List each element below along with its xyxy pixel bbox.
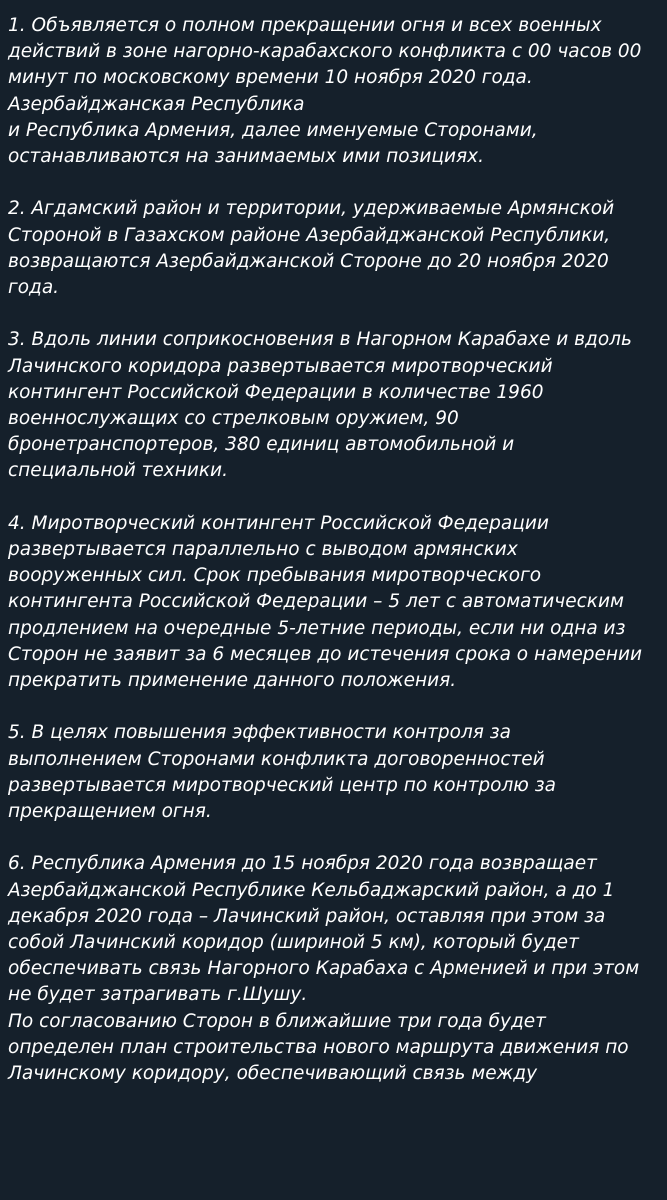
text-line: Лачинскому коридору, обеспечивающий связь между [8,1063,538,1085]
text-line: собой Лачинский коридор (шириной 5 км), который будет [8,932,579,954]
text-line: вооруженных сил. Срок пребывания миротворческого [8,565,542,587]
paragraph-2 [8,196,664,301]
text-line: Азербайджанской Республике Кельбаджарский район, а до 1 [8,879,615,901]
text-line: декабря 2020 года – Лачинский район, оставляя при этом за [8,905,606,927]
text-line: определен план строительства нового маршрута движения по [8,1036,629,1058]
text-line: Азербайджанская Республика [8,93,305,115]
text-line: и Республика Армения, далее именуемые Сторонами, [8,119,538,141]
text-line: По согласованию Сторон в ближайшие три года будет [8,1010,546,1032]
document-text [8,13,664,1113]
text-line: продлением на очередные 5-летние периоды, если ни одна из [8,617,626,639]
text-line: 4. Миротворческий контингент Российской Федерации [8,512,549,534]
text-line: останавливаются на занимаемых ими позициях. [8,146,484,168]
paragraph-3 [8,327,664,484]
text-line: Лачинского коридора развертывается миротворческий [8,355,553,377]
paragraph-5 [8,720,664,825]
text-line: 2. Агдамский район и территории, удерживаемые Армянской [8,198,615,220]
text-line: обеспечивать связь Нагорного Карабаха с Арменией и при этом [8,958,640,980]
text-line: выполнением Сторонами конфликта договоренностей [8,748,545,770]
text-line: 5. В целях повышения эффективности контроля за [8,722,511,744]
paragraph-4 [8,511,664,694]
text-line: военнослужащих со стрелковым оружием, 90 [8,408,459,430]
text-line: года. [8,277,60,299]
paragraph-1 [8,13,664,170]
text-line: минут по московскому времени 10 ноября 2020 года. [8,67,533,89]
text-line: 6. Республика Армения до 15 ноября 2020 года возвращает [8,853,597,875]
text-line: контингент Российской Федерации в количестве 1960 [8,381,544,403]
text-line: прекратить применение данного положения. [8,670,457,692]
text-line: не будет затрагивать г.Шушу. [8,984,308,1006]
text-line: прекращением огня. [8,801,212,823]
text-line: контингента Российской Федерации – 5 лет с автоматическим [8,591,624,613]
paragraph-6 [8,851,664,1087]
text-line: бронетранспортеров, 380 единиц автомобильной и [8,434,515,456]
text-line: развертывается миротворческий центр по контролю за [8,774,556,796]
text-line: возвращаются Азербайджанской Стороне до 20 ноября 2020 [8,250,609,272]
text-line: 3. Вдоль линии соприкосновения в Нагорном Карабахе и вдоль [8,329,632,351]
text-line: специальной техники. [8,460,228,482]
text-line: 1. Объявляется о полном прекращении огня и всех военных [8,15,602,36]
text-line: Стороной в Газахском районе Азербайджанской Республики, [8,224,611,246]
text-line: Сторон не заявит за 6 месяцев до истечения срока о намерении [8,643,643,665]
text-line: развертывается параллельно с выводом армянских [8,539,518,561]
text-line: действий в зоне нагорно-карабахского конфликта с 00 часов 00 [8,41,642,63]
